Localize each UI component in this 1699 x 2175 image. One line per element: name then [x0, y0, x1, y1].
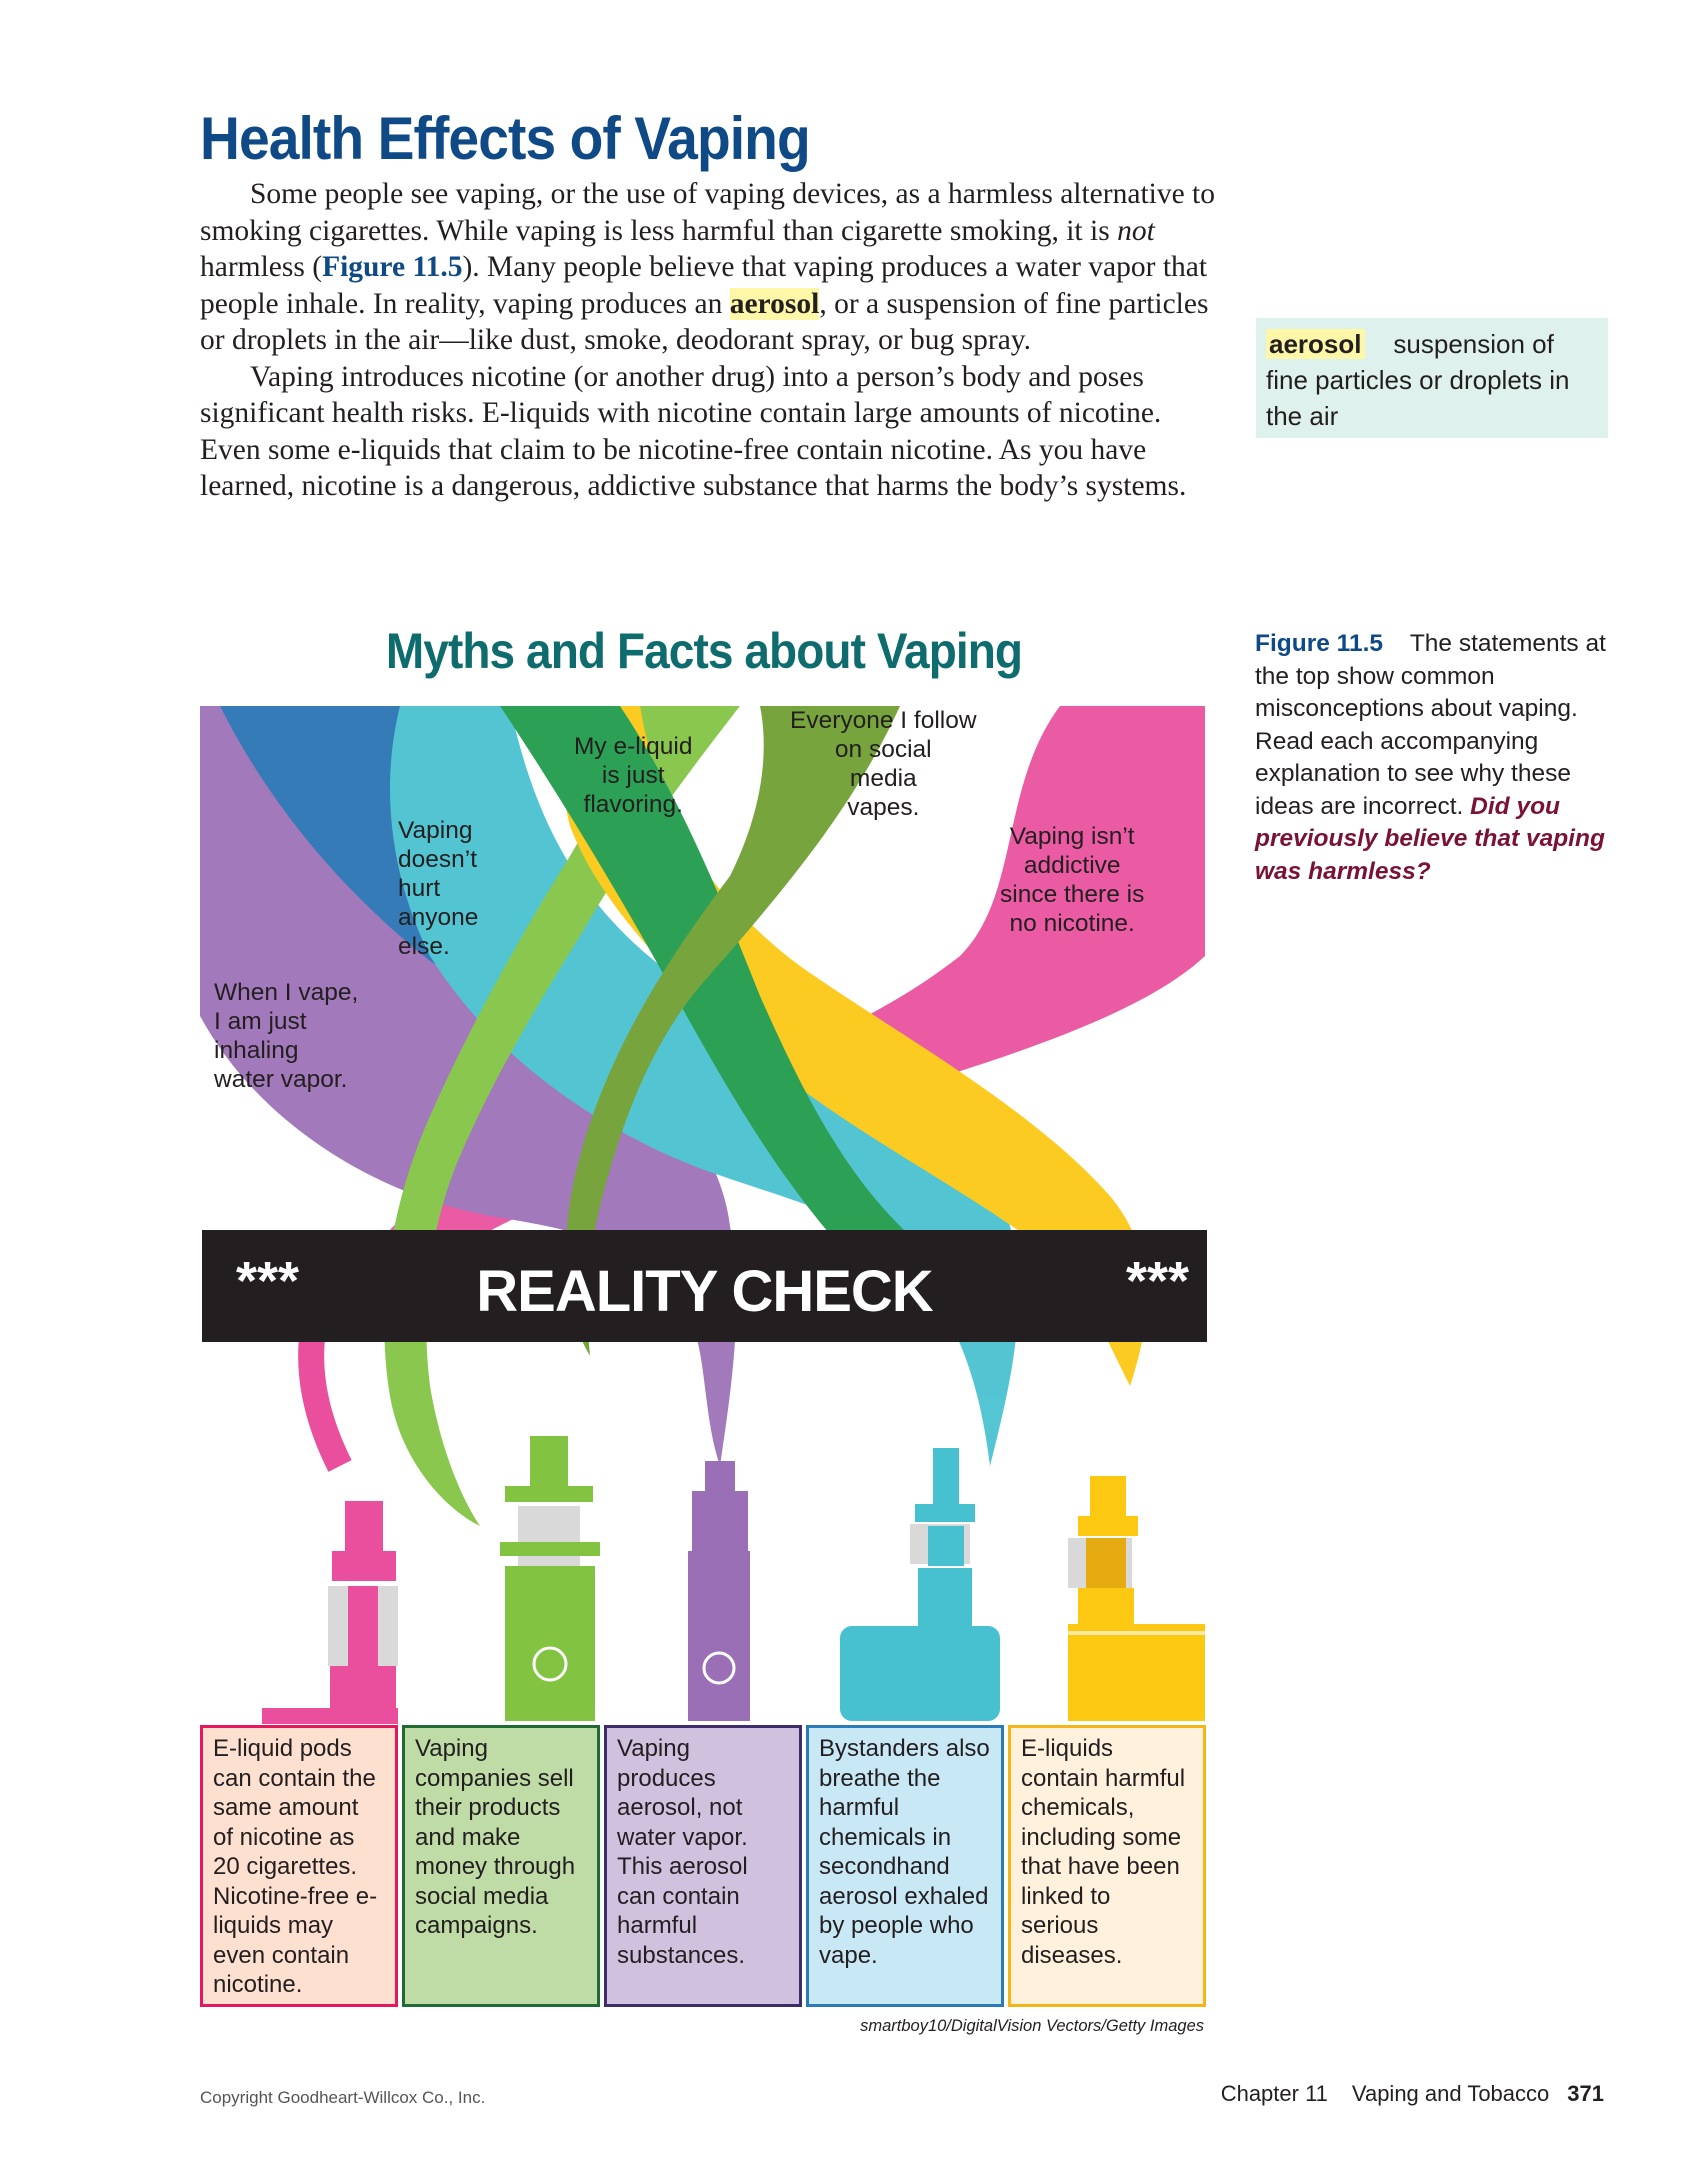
myth-text: When I vape, I am just inhaling water vapor. [214, 979, 359, 1093]
fact-box-nicotine: E-liquid pods can contain the same amount of nicotine as 20 cigarettes. Nicotine-free e-liquids may even contain nicotine. [200, 1725, 398, 2007]
image-credit: smartboy10/DigitalVision Vectors/Getty Images [860, 2017, 1204, 2035]
page-number: 371 [1567, 2081, 1604, 2106]
caption-question: Did you previously believe that vaping was harmless? [1255, 792, 1605, 885]
figure-label: Figure 11.5 [1255, 630, 1384, 657]
figure-reference-link[interactable]: Figure 11.5 [322, 251, 463, 283]
myth-social-media [790, 706, 977, 822]
section-label: Vaping and Tobacco [1351, 2081, 1550, 2106]
banner-stars-right: *** [1125, 1251, 1189, 1311]
device-green-pen [500, 1436, 600, 1721]
fact-box-chemicals: E-liquids contain harmful chemicals, including some that have been linked to serious diseases. [1008, 1725, 1206, 2007]
body-text [200, 176, 1220, 505]
myth-text: Vaping doesn’t hurt anyone else. [398, 817, 479, 960]
page-footer [1180, 2081, 1604, 2107]
myth-water-vapor [214, 978, 358, 1094]
device-teal-mod [840, 1448, 1000, 1721]
myth-not-addictive [1000, 822, 1144, 938]
myth-text: My e-liquid is just flavoring. [574, 733, 693, 818]
copyright-notice: Copyright Goodheart-Willcox Co., Inc. [200, 2088, 486, 2107]
key-term-aerosol: aerosol [729, 287, 820, 320]
paragraph-2: Vaping introduces nicotine (or another drug) into a person’s body and poses significant health risks. E-liquids with nicotine contain large amounts of nicotine. Even some e-liquids that claim to be nicotine-free contain nicotine. As you have learned, nicotine is a dangerous, addictive substance that harms the body’s systems. [200, 360, 1187, 502]
infographic-title: Myths and Facts about Vaping [385, 623, 1023, 679]
chapter-label: Chapter 11 [1220, 2081, 1328, 2106]
fact-box-social-media: Vaping companies sell their products and make money through social media campaigns. [402, 1725, 600, 2007]
device-purple-pen [688, 1461, 750, 1721]
glossary-box [1256, 318, 1608, 438]
myth-hurt-anyone [398, 816, 478, 961]
figure-caption [1255, 628, 1607, 888]
paragraph-1: Some people see vaping, or the use of vaping devices, as a harmless alternative to smoking cigarettes. While vaping is less harmful than cigarette smoking, it is not harmless (Figure 11.5). Many people believe that vaping produces a water vapor that people inhale. In reality, vaping produces an aerosol, or a suspension of fine particles or droplets in the air—like dust, smoke, deodorant spray, or bug spray. [200, 178, 1216, 356]
banner-stars-left: *** [236, 1251, 300, 1311]
glossary-definition: suspension of fine particles or droplets in the air [1266, 329, 1570, 431]
banner-title: REALITY CHECK [476, 1259, 933, 1324]
caption-text: The statements at the top show common misconceptions about vaping. Read each accompanying explanation to see why these ideas are incorrect. [1255, 630, 1606, 820]
glossary-term: aerosol [1266, 329, 1365, 359]
reality-check-banner [202, 1230, 1207, 1342]
fact-box-bystanders: Bystanders also breathe the harmful chemicals in secondhand aerosol exhaled by people who vape. [806, 1725, 1004, 2007]
device-yellow-mod [1068, 1476, 1205, 1721]
myth-text: Vaping isn’t addictive since there is no nicotine. [1000, 823, 1145, 937]
page-title: Health Effects of Vaping [200, 105, 810, 172]
fact-box-aerosol: Vaping produces aerosol, not water vapor. This aerosol can contain harmful substances. [604, 1725, 802, 2007]
myth-flavoring [574, 732, 692, 819]
myth-text: Everyone I follow on social media vapes. [790, 707, 977, 821]
